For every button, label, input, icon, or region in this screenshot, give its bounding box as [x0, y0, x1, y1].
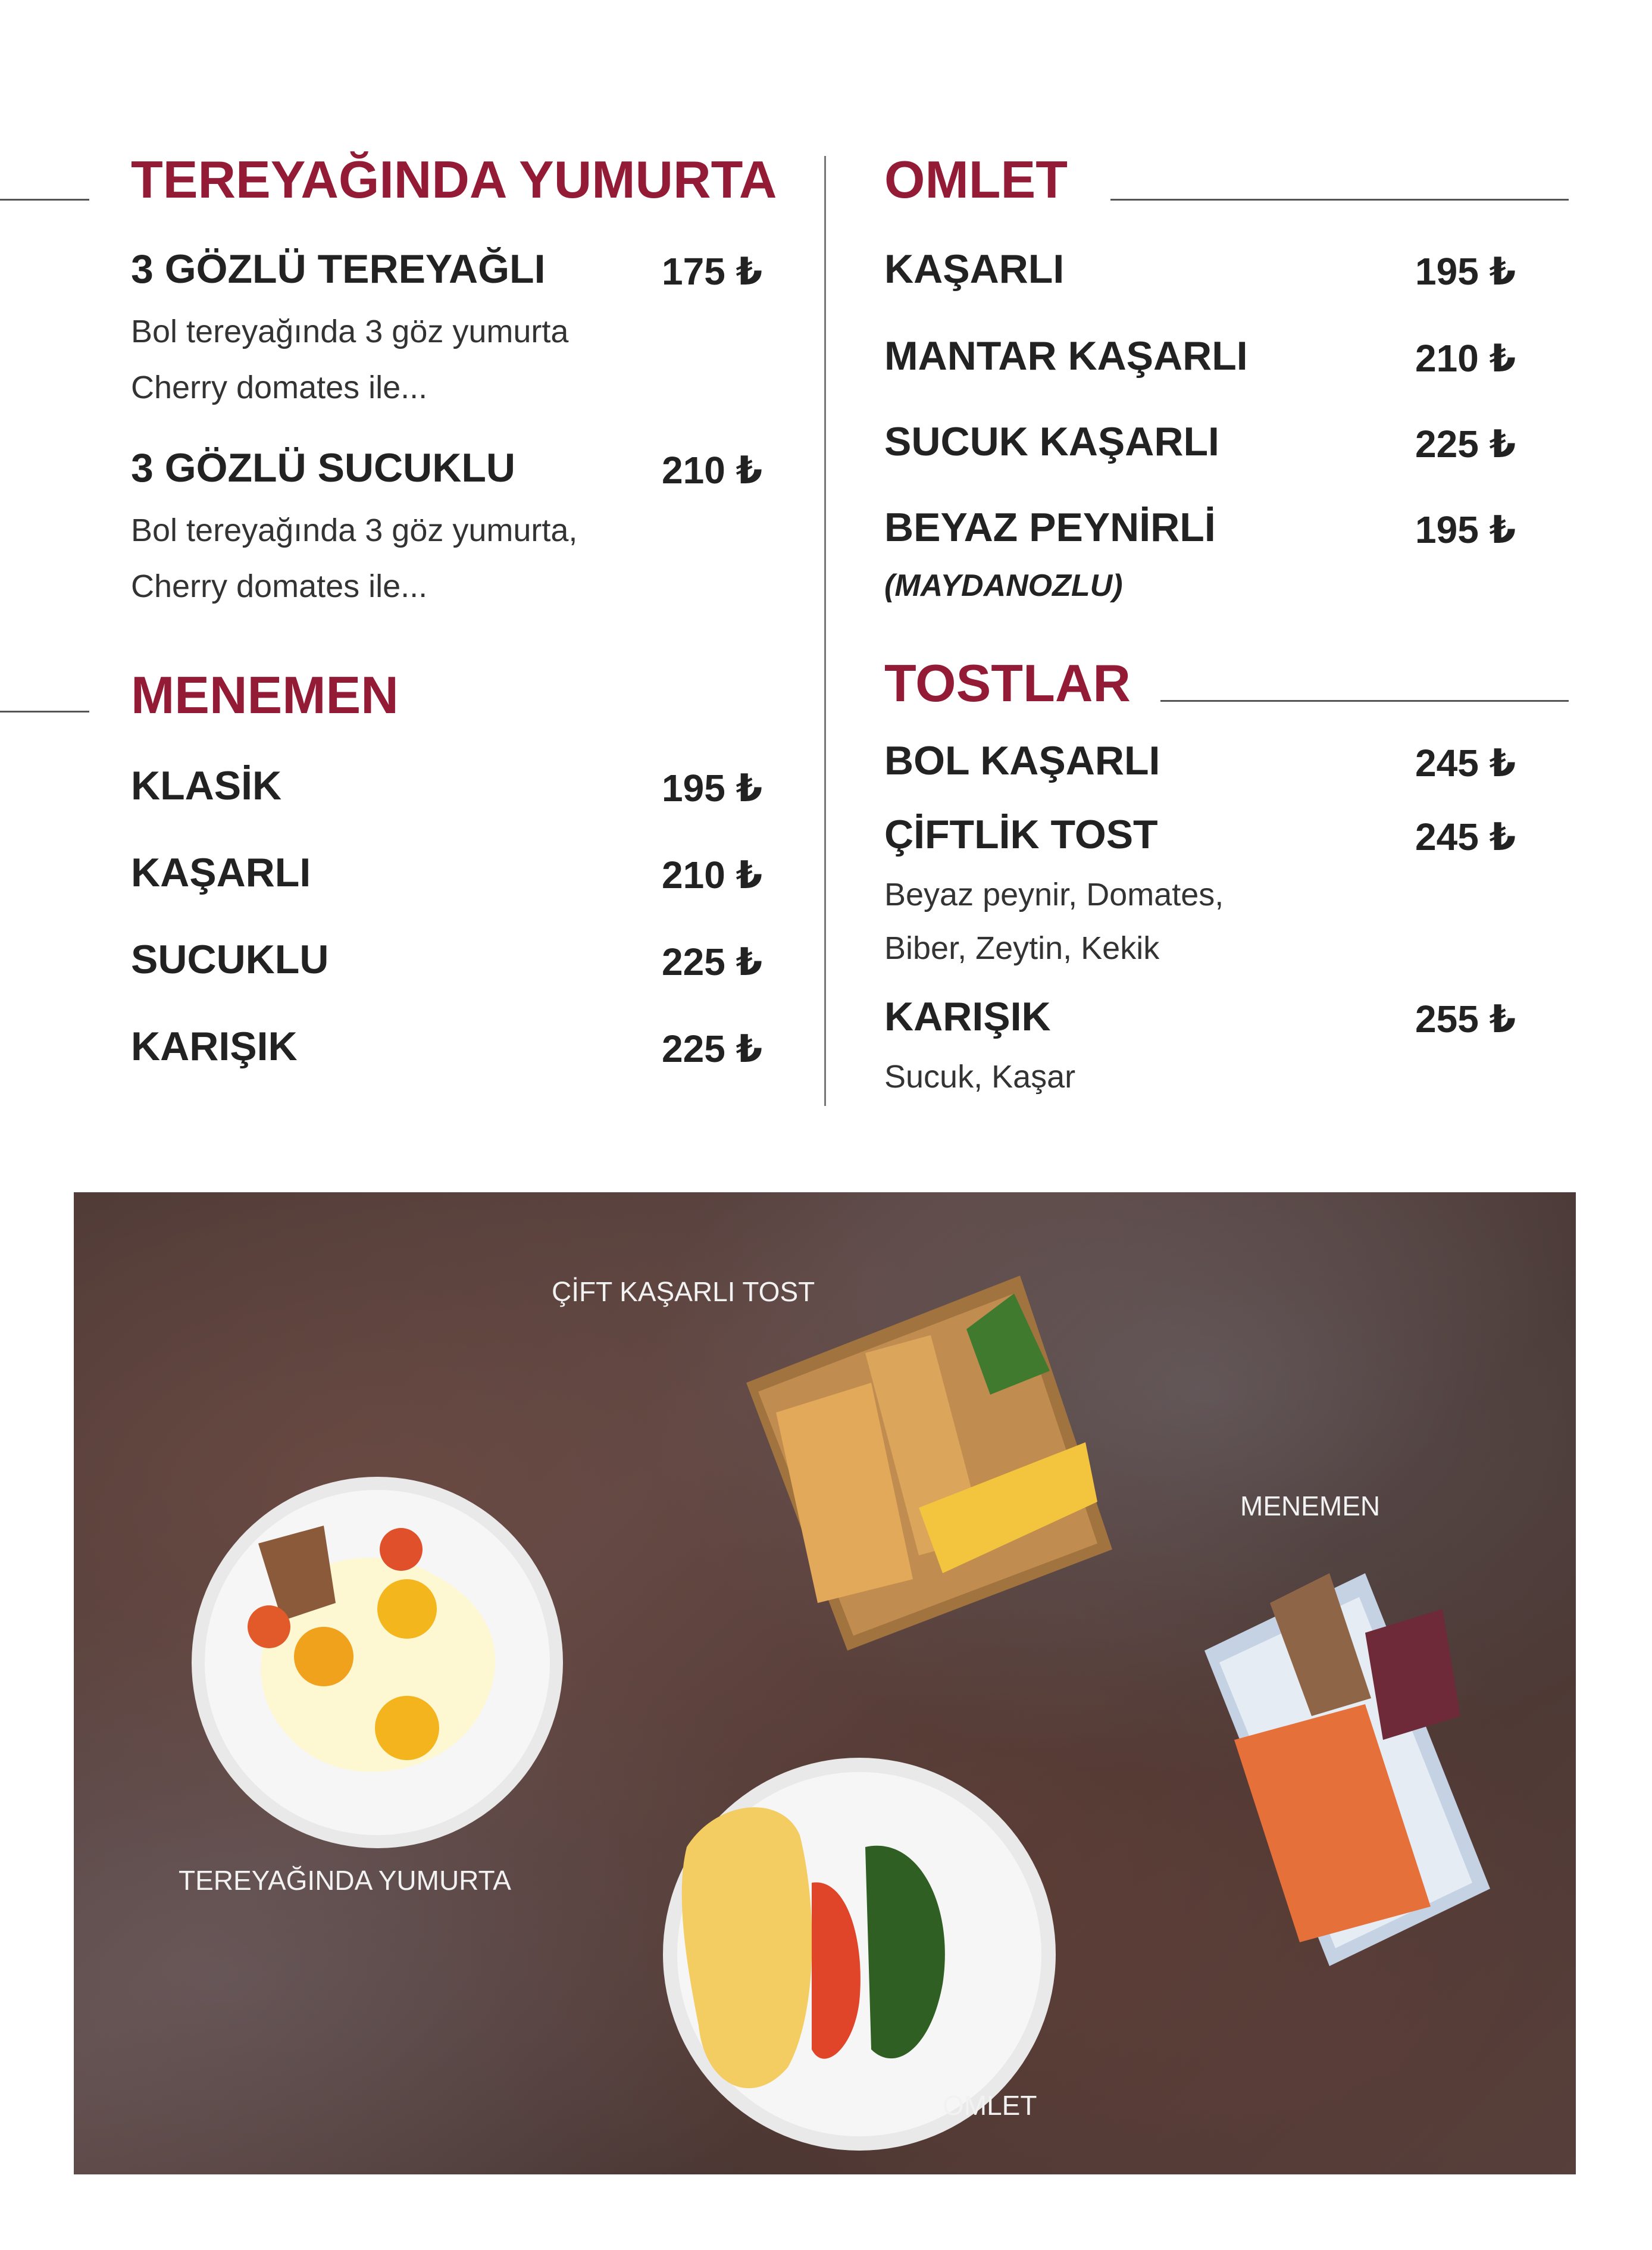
- menu-item-price: 225 ₺: [1415, 423, 1516, 465]
- food-photo: [74, 1192, 1576, 2174]
- menu-item-description: Beyaz peynir, Domates,: [884, 877, 1224, 912]
- section-rule-left: [0, 711, 89, 712]
- menu-item-name: KLASİK: [131, 763, 282, 808]
- menu-item-name: BOL KAŞARLI: [884, 738, 1160, 783]
- menu-item-price: 210 ₺: [662, 449, 763, 492]
- menu-item-price: 195 ₺: [1415, 508, 1516, 551]
- section-title-tostlar: TOSTLAR: [884, 654, 1131, 712]
- menu-item-description: Bol tereyağında 3 göz yumurta: [131, 314, 569, 349]
- menu-item-name: KARIŞIK: [131, 1024, 298, 1069]
- menu-item-price: 175 ₺: [662, 250, 763, 293]
- menu-item-price: 225 ₺: [662, 1027, 763, 1070]
- photo-label-menemen: MENEMEN: [1240, 1490, 1381, 1521]
- menu-item-name: SUCUKLU: [131, 937, 329, 982]
- toast-tray: [746, 1276, 1112, 1651]
- section-rule-left: [0, 199, 89, 201]
- menu-item-name: KARIŞIK: [884, 994, 1051, 1039]
- photo-label-omlet: OMLET: [943, 2090, 1037, 2121]
- section-title-omlet: OMLET: [884, 150, 1068, 209]
- menu-item-name: KAŞARLI: [884, 246, 1065, 292]
- menu-item-name: ÇİFTLİK TOST: [884, 812, 1158, 857]
- menu-item-name: 3 GÖZLÜ SUCUKLU: [131, 445, 515, 490]
- menu-item-price: 225 ₺: [662, 940, 763, 983]
- menu-item-note: (MAYDANOZLU): [884, 568, 1123, 603]
- menu-item-description: Cherry domates ile...: [131, 370, 428, 405]
- section-title-menemen: MENEMEN: [131, 665, 399, 724]
- menu-item-description: Sucuk, Kaşar: [884, 1059, 1076, 1095]
- menu-item-price: 255 ₺: [1415, 998, 1516, 1040]
- menu-item-description: Cherry domates ile...: [131, 568, 428, 604]
- menu-item-name: 3 GÖZLÜ TEREYAĞLI: [131, 246, 546, 292]
- menu-item-price: 195 ₺: [1415, 250, 1516, 293]
- menu-item-description: Bol tereyağında 3 göz yumurta,: [131, 512, 578, 548]
- menu-item-name: SUCUK KAŞARLI: [884, 419, 1219, 464]
- menu-item-description: Biber, Zeytin, Kekik: [884, 930, 1160, 966]
- column-divider: [824, 156, 826, 1106]
- menu-item-price: 245 ₺: [1415, 815, 1516, 858]
- photo-label-tereyaginda: TEREYAĞINDA YUMURTA: [179, 1865, 511, 1896]
- menu-item-name: BEYAZ PEYNİRLİ: [884, 505, 1216, 550]
- menemen-dish: [1204, 1573, 1490, 1966]
- menu-item-price: 210 ₺: [1415, 337, 1516, 380]
- menu-item-price: 210 ₺: [662, 854, 763, 896]
- menu-item-name: MANTAR KAŞARLI: [884, 333, 1248, 379]
- section-rule-right: [1160, 700, 1569, 702]
- section-rule-right: [1110, 199, 1569, 201]
- menu-item-price: 195 ₺: [662, 767, 763, 810]
- menu-item-price: 245 ₺: [1415, 742, 1516, 785]
- photo-label-tost: ÇİFT KAŞARLI TOST: [552, 1276, 815, 1307]
- fried-eggs-plate: [192, 1477, 563, 1848]
- menu-item-name: KAŞARLI: [131, 850, 311, 895]
- section-title-tereyaginda: TEREYAĞINDA YUMURTA: [131, 150, 777, 209]
